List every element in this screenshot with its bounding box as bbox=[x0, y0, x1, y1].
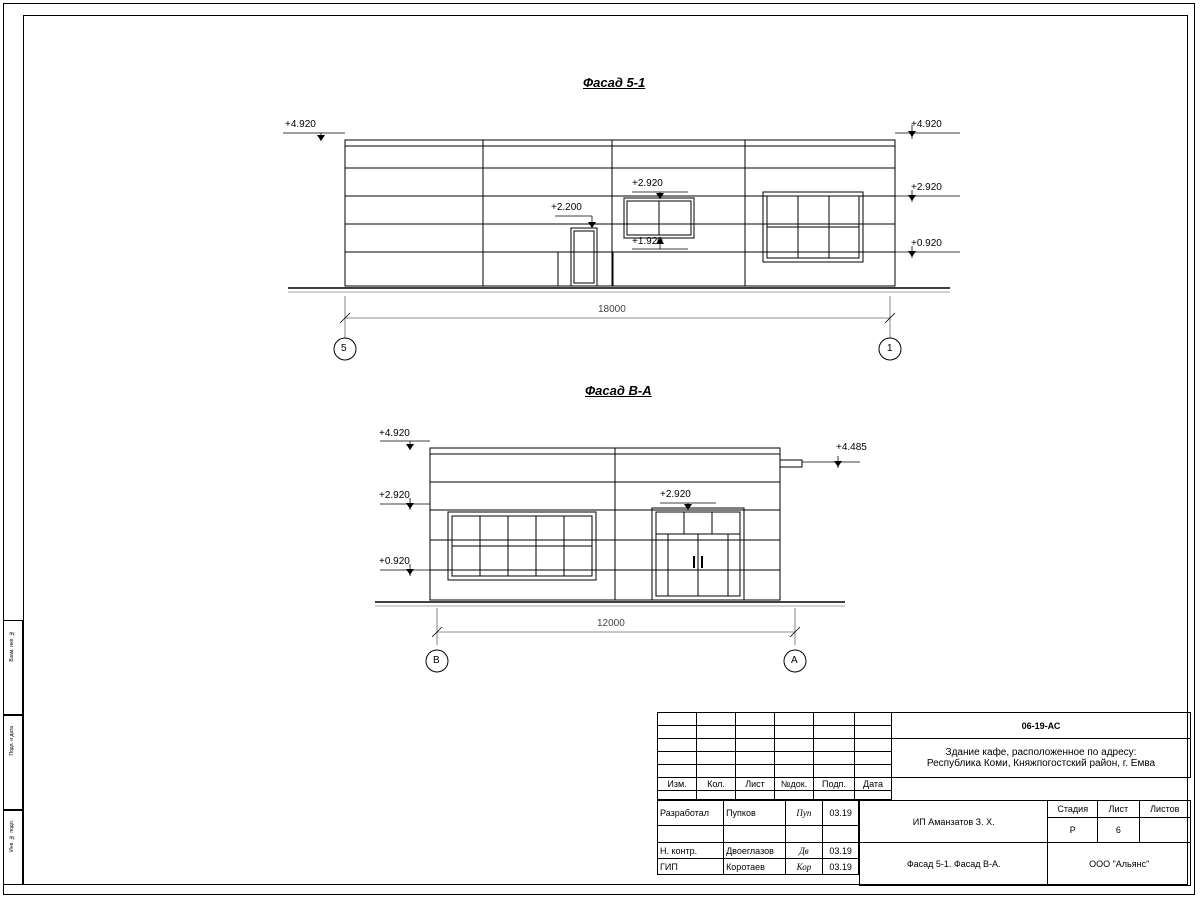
facade2-level-right-1: +4.485 bbox=[836, 442, 867, 453]
col-header-izm: Изм. bbox=[658, 778, 697, 791]
col-header-list: Лист bbox=[736, 778, 775, 791]
facade1-level-right-2: +2.920 bbox=[911, 182, 942, 193]
facade1-level-right-1: +4.920 bbox=[911, 119, 942, 130]
object-description bbox=[892, 739, 1191, 778]
facade1-axis-right-label: 1 bbox=[887, 343, 893, 354]
stage-header-0: Стадия bbox=[1048, 801, 1098, 818]
facade1-mark-door-head: +2.200 bbox=[551, 202, 582, 213]
stage-header-2: Листов bbox=[1139, 801, 1190, 818]
role-name-2: Коротаев bbox=[724, 859, 785, 875]
margin-label-1: Взам. инв. № bbox=[9, 630, 15, 662]
facade2-level-left-2: +2.920 bbox=[379, 490, 410, 501]
col-header-ndok: №док. bbox=[775, 778, 814, 791]
customer-name: ИП Аманзатов З. Х. bbox=[860, 801, 1048, 843]
sheet-total bbox=[1139, 818, 1190, 843]
col-header-podp: Подп. bbox=[814, 778, 855, 791]
facade2-mark-entrance: +2.920 bbox=[660, 489, 691, 500]
stage-header-1: Лист bbox=[1098, 801, 1139, 818]
facade2-axis-left-label: В bbox=[433, 655, 440, 666]
role-signature-2: Кор bbox=[785, 859, 823, 875]
facade1-axis-left-label: 5 bbox=[341, 343, 347, 354]
project-code: 06-19-АС bbox=[892, 713, 1191, 739]
facade2-level-left-1: +4.920 bbox=[379, 428, 410, 439]
role-date-1: 03.19 bbox=[823, 843, 859, 859]
role-date-0: 03.19 bbox=[823, 801, 859, 826]
object-line-2: Республика Коми, Княжпогостский район, г. Емва bbox=[926, 758, 1156, 769]
facade1-title: Фасад 5-1 bbox=[583, 75, 646, 90]
title-block-main bbox=[859, 800, 1191, 886]
sheet-title: Фасад 5-1. Фасад В-А. bbox=[860, 843, 1048, 886]
role-label-1: Н. контр. bbox=[658, 843, 724, 859]
role-label-0: Разработал bbox=[658, 801, 724, 826]
sheet-number: 6 bbox=[1098, 818, 1139, 843]
title-block bbox=[657, 712, 1191, 800]
facade2-title: Фасад В-А bbox=[585, 383, 652, 398]
role-label-2: ГИП bbox=[658, 859, 724, 875]
facade1-level-right-3: +0.920 bbox=[911, 238, 942, 249]
role-signature-0: Пуп bbox=[785, 801, 823, 826]
object-line-1: Здание кафе, расположенное по адресу: bbox=[945, 747, 1137, 758]
facade2-level-left-3: +0.920 bbox=[379, 556, 410, 567]
facade1-mark-window-head: +2.920 bbox=[632, 178, 663, 189]
col-header-kol: Кол. bbox=[697, 778, 736, 791]
role-name-1: Двоеглазов bbox=[724, 843, 785, 859]
col-header-data: Дата bbox=[855, 778, 892, 791]
company-name: ООО "Альянс" bbox=[1048, 843, 1191, 886]
title-block-roles bbox=[657, 800, 859, 875]
facade1-overall-dimension: 18000 bbox=[598, 304, 626, 315]
stage-value: Р bbox=[1048, 818, 1098, 843]
facade2-overall-dimension: 12000 bbox=[597, 618, 625, 629]
facade2-axis-right-label: А bbox=[791, 655, 798, 666]
role-name-0: Пупков bbox=[724, 801, 785, 826]
role-signature-1: Дв bbox=[785, 843, 823, 859]
facade1-mark-window-sill: +1.920 bbox=[632, 236, 663, 247]
margin-label-2: Подп. и дата bbox=[9, 726, 15, 756]
margin-label-3: Инв. № подл. bbox=[9, 820, 15, 852]
role-date-2: 03.19 bbox=[823, 859, 859, 875]
facade1-level-left-1: +4.920 bbox=[285, 119, 316, 130]
